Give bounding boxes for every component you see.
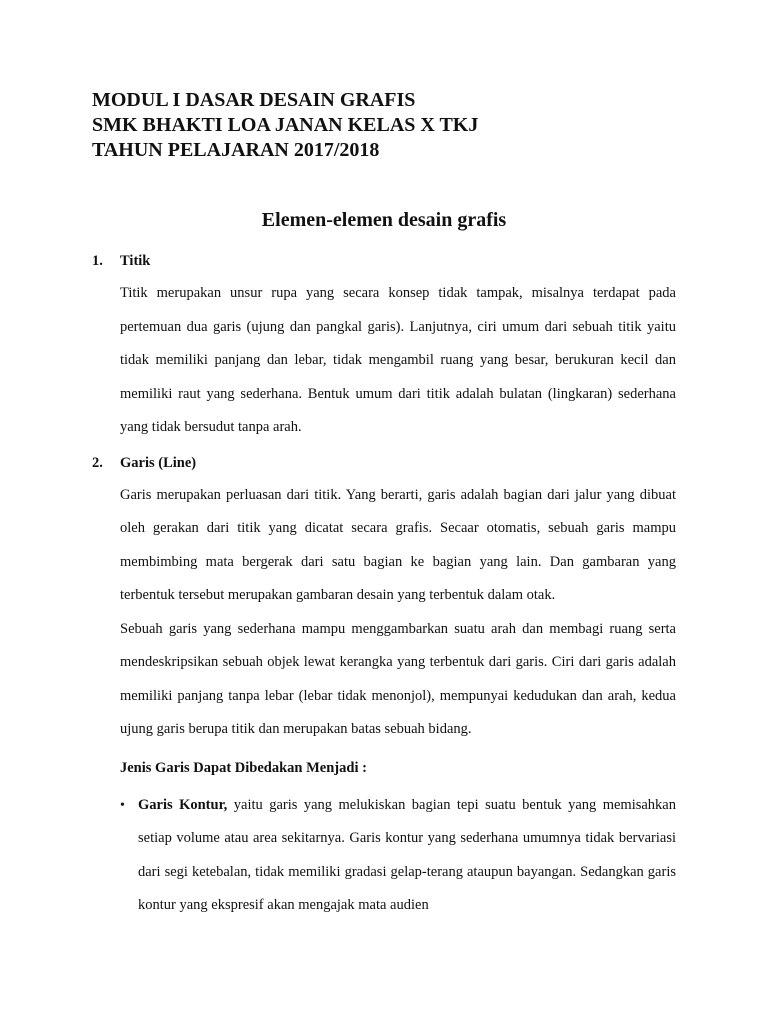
document-header [92,88,676,163]
section-titik [92,251,676,445]
paragraph: Sebuah garis yang sederhana mampu menggambarkan suatu arah dan membagi ruang serta mendeskripsikan sebuah objek lewat kerangka yang terbentuk dari garis. Ciri dari garis adalah memiliki panjang tanpa lebar (lebar tidak menonjol), mempunyai kedudukan dan arah, kedua ujung garis berupa titik dan merupakan batas sebuah bidang. [120,620,676,737]
bullet-list [120,789,676,923]
list-item [120,789,676,923]
section-heading [92,453,676,473]
header-line-module: MODUL I DASAR DESAIN GRAFIS [92,89,416,111]
section-number: 1. [92,253,103,269]
header-line-school: SMK BHAKTI LOA JANAN KELAS X TKJ [92,114,479,136]
section-number: 2. [92,454,103,471]
list-item-text [138,789,676,923]
section-heading-text: Garis (Line) [120,454,197,471]
paragraph: Garis merupakan perluasan dari titik. Yang berarti, garis adalah bagian dari jalur yang dibuat oleh gerakan dari titik yang dicatat secara grafis. Secaar otomatis, sebuah garis mampu membimbing mata bergerak dari satu bagian ke bagian yang lain. Dan gambaran yang terbentuk tersebut merupakan gambaran desain yang terbentuk dalam otak. [120,486,676,603]
section-heading-text: Titik [120,253,151,269]
header-line-year: TAHUN PELAJARAN 2017/2018 [92,139,380,161]
list-item-body: yaitu garis yang melukiskan bagian tepi suatu bentuk yang memisahkan setiap volume atau area sekitarnya. Garis kontur yang sederhana umumnya tidak bervariasi dari segi ketebalan, tidak memiliki gradasi gelap-terang ataupun bayangan. Sedangkan garis kontur yang ekspresif akan mengajak mata audien [138,796,676,913]
bullet-icon: • [120,797,125,813]
subsection-heading: Jenis Garis Dapat Dibedakan Menjadi : [120,759,367,776]
list-item-term: Garis Kontur, [138,796,228,813]
section-garis [92,453,676,923]
paragraph: Titik merupakan unsur rupa yang secara konsep tidak tampak, misalnya terdapat pada pertemuan dua garis (ujung dan pangkal garis). Lanjutnya, ciri umum dari sebuah titik yaitu tidak memiliki panjang dan lebar, tidak mengambil ruang yang besar, berukuran kecil dan memiliki raut yang sederhana. Bentuk umum dari titik adalah bulatan (lingkaran) sederhana yang tidak bersudut tanpa arah. [120,285,676,435]
document-title: Elemen-elemen desain grafis [261,209,507,231]
section-heading [92,251,676,271]
